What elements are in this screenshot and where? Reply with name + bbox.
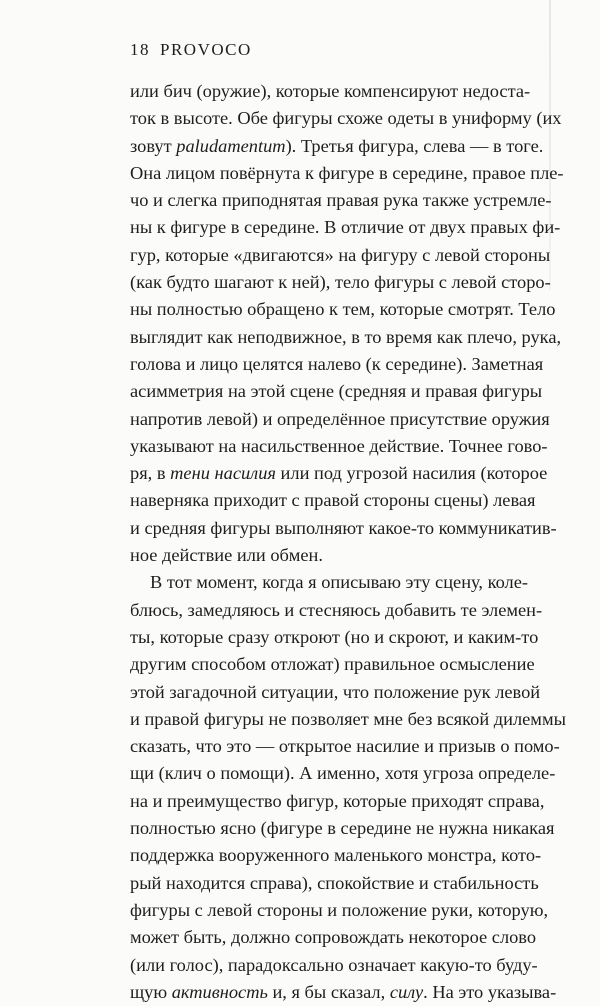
text-line: [130, 870, 539, 897]
text-segment: или бич (оружие), которые компенсируют недоста-: [130, 81, 531, 101]
text-line: [130, 433, 548, 460]
text-line: [130, 214, 561, 241]
running-header: [130, 40, 262, 60]
text-line: [130, 296, 556, 323]
text-line: [130, 597, 543, 624]
text-line: [130, 815, 555, 842]
text-segment: поддержка вооруженного маленького монстра, кото-: [130, 845, 542, 866]
text-segment: и, я бы сказал,: [267, 981, 390, 1002]
text-segment: наверняка приходит с правой стороны сцены) левая: [130, 490, 536, 511]
text-line: [130, 788, 545, 815]
text-segment: чо и слегка приподнятая правая рука также устремле-: [130, 190, 552, 211]
text-segment: В тот момент, когда я описываю эту сцену, коле-: [150, 572, 529, 593]
text-line: [130, 187, 552, 214]
text-segment: выглядит как неподвижное, в то время как плечо, рука,: [130, 326, 562, 347]
text-line: [130, 160, 564, 187]
text-segment: зовут: [130, 135, 177, 156]
text-segment: фигуры с левой стороны и положение руки, которую,: [130, 899, 549, 920]
text-line: [130, 351, 544, 378]
text-segment: блюсь, замедляюсь и стесняюсь добавить те элемен-: [130, 599, 543, 620]
italic-term: активность: [171, 981, 268, 1002]
text-segment: рый находится справа), спокойствие и стабильность: [130, 872, 539, 893]
text-segment: Она лицом повёрнута к фигуре в середине, правое пле-: [130, 162, 564, 183]
text-line: [130, 952, 538, 979]
text-segment: указывают на насильственное действие. Точнее гово-: [130, 435, 548, 456]
text-segment: другим способом отложат) правильное осмысление: [130, 654, 535, 675]
text-segment: (или голос), парадоксально означает какую-то буду-: [130, 954, 538, 975]
text-line: [130, 569, 529, 596]
text-line: [130, 324, 562, 351]
text-segment: сказать, что это — открытое насилие и призыв о помо-: [130, 736, 560, 757]
text-segment: и средняя фигуры выполняют какое-то коммуникатив-: [130, 517, 557, 538]
text-segment: щую: [130, 981, 172, 1002]
text-line: [130, 242, 551, 269]
text-line: [130, 733, 560, 760]
text-segment: и правой фигуры не позволяет мне без всякой дилеммы: [130, 708, 566, 729]
text-segment: ны к фигуре в середине. В отличие от двух правых фи-: [130, 217, 561, 238]
text-line: [130, 979, 557, 1006]
italic-term: силу: [389, 981, 424, 1002]
text-line: [130, 897, 549, 924]
text-segment: ное действие или обмен.: [130, 545, 323, 566]
text-segment: ). Третья фигура, слева — в тоге.: [285, 135, 544, 156]
text-line: [130, 460, 548, 487]
text-line: [130, 378, 543, 405]
text-line: [130, 487, 536, 514]
text-segment: полностью ясно (фигуре в середине не нужна никакая: [130, 818, 555, 839]
text-line: [130, 624, 539, 651]
text-segment: напротив левой) и определённое присутствие оружия: [130, 408, 550, 429]
text-line: [130, 842, 542, 869]
text-line: [130, 542, 515, 569]
text-line: [130, 760, 556, 787]
text-line: [130, 406, 550, 433]
text-segment: голова и лицо целятся налево (к середине). Заметная: [130, 353, 544, 374]
text-line: [130, 515, 557, 542]
italic-term: тени насилия: [170, 463, 276, 484]
text-line: [130, 679, 541, 706]
text-segment: щи (клич о помощи). А именно, хотя угроза определе-: [130, 763, 556, 784]
text-segment: ны полностью обращено к тем, которые смотрят. Тело: [130, 299, 556, 320]
page-number: 18: [130, 40, 150, 59]
italic-term: paludamentum: [176, 135, 286, 156]
text-segment: на и преимущество фигур, которые приходят справа,: [130, 790, 545, 811]
text-line: [130, 105, 562, 132]
running-title: PROVOCO: [160, 40, 252, 59]
text-segment: или под угрозой насилия (которое: [275, 463, 548, 484]
text-segment: может быть, должно сопровождать некоторое слово: [130, 927, 537, 948]
text-segment: ты, которые сразу откроют (но и скроют, и каким-то: [130, 626, 539, 647]
text-segment: ток в высоте. Обе фигуры схоже одеты в униформу (их: [130, 108, 562, 129]
text-line: [130, 133, 544, 160]
text-line: [130, 651, 535, 678]
text-line: [130, 924, 537, 951]
text-segment: этой загадочной ситуации, что положение рук левой: [130, 681, 541, 702]
text-segment: асимметрия на этой сцене (средняя и правая фигуры: [130, 381, 543, 402]
text-line: [130, 706, 566, 733]
text-segment: (как будто шагают к ней), тело фигуры с левой сторо-: [130, 272, 551, 293]
text-segment: ря, в: [130, 463, 171, 484]
text-segment: . На это указыва-: [423, 981, 557, 1002]
text-line: [130, 269, 551, 296]
text-segment: гур, которые «двигаются» на фигуру с левой стороны: [130, 244, 551, 265]
text-line: [130, 78, 531, 105]
body-text: [130, 78, 566, 1006]
